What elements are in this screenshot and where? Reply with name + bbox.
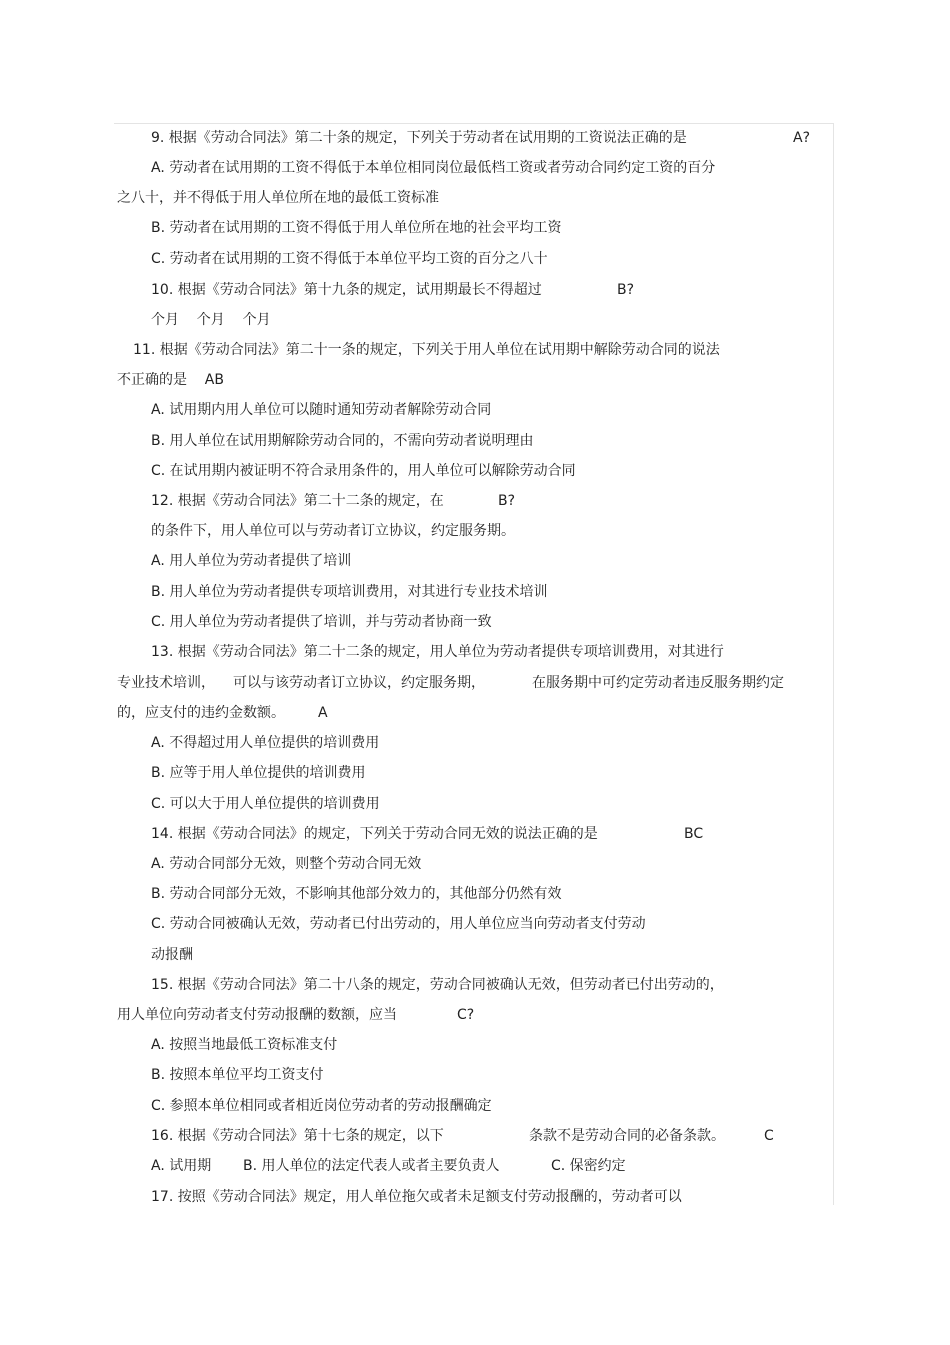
question-14-answer: BC (684, 826, 704, 842)
page-border-top (114, 123, 834, 124)
question-17-stem: 17. 按照《劳动合同法》规定，用人单位拖欠或者未足额支付劳动报酬的，劳动者可以 (151, 1189, 682, 1205)
question-15-answer: C? (457, 1007, 475, 1023)
question-12-answer: B? (498, 493, 516, 509)
question-14-stem: 14. 根据《劳动合同法》的规定，下列关于劳动合同无效的说法正确的是 (151, 826, 598, 842)
question-13-answer: A (318, 705, 328, 721)
question-12-stem-line1: 12. 根据《劳动合同法》第二十二条的规定，在 (151, 493, 444, 509)
question-11-stem-line1: 11. 根据《劳动合同法》第二十一条的规定，下列关于用人单位在试用期中解除劳动合同的说法 (133, 342, 720, 358)
question-13-stem-line2-part3: 在服务期中可约定劳动者违反服务期约定 (532, 675, 784, 691)
question-10-stem: 10. 根据《劳动合同法》第十九条的规定，试用期最长不得超过 (151, 282, 542, 298)
question-15-option-b: B. 按照本单位平均工资支付 (151, 1067, 324, 1083)
question-15-option-c: C. 参照本单位相同或者相近岗位劳动者的劳动报酬确定 (151, 1098, 492, 1114)
question-13-stem-line2-part1: 专业技术培训， (117, 675, 215, 691)
question-14-option-b: B. 劳动合同部分无效，不影响其他部分效力的，其他部分仍然有效 (151, 886, 562, 902)
question-15-stem-line2: 用人单位向劳动者支付劳动报酬的数额，应当 (117, 1007, 397, 1023)
question-13-option-b: B. 应等于用人单位提供的培训费用 (151, 765, 366, 781)
question-14-option-c-line2: 动报酬 (151, 947, 193, 963)
question-9-option-b: B. 劳动者在试用期的工资不得低于用人单位所在地的社会平均工资 (151, 220, 562, 236)
question-12-stem-line2: 的条件下，用人单位可以与劳动者订立协议，约定服务期。 (151, 523, 515, 539)
question-13-stem-line2-part2: 可以与该劳动者订立协议，约定服务期， (233, 675, 485, 691)
question-9-option-a-line1: A. 劳动者在试用期的工资不得低于本单位相同岗位最低档工资或者劳动合同约定工资的百分 (151, 160, 716, 176)
page-border-right (833, 123, 834, 1205)
question-10-answer: B? (617, 282, 635, 298)
question-16-stem-part2: 条款不是劳动合同的必备条款。 (529, 1128, 725, 1144)
question-11-option-b: B. 用人单位在试用期解除劳动合同的，不需向劳动者说明理由 (151, 433, 534, 449)
question-15-stem-line1: 15. 根据《劳动合同法》第二十八条的规定，劳动合同被确认无效，但劳动者已付出劳动的， (151, 977, 724, 993)
question-16-option-b: B. 用人单位的法定代表人或者主要负责人 (243, 1158, 500, 1174)
question-15-option-a: A. 按照当地最低工资标准支付 (151, 1037, 338, 1053)
question-9-answer: A? (793, 130, 811, 146)
question-11-stem-line2: 不正确的是 AB (117, 372, 224, 388)
question-9-option-c: C. 劳动者在试用期的工资不得低于本单位平均工资的百分之八十 (151, 251, 548, 267)
question-16-stem-part1: 16. 根据《劳动合同法》第十七条的规定，以下 (151, 1128, 444, 1144)
question-9-stem: 9. 根据《劳动合同法》第二十条的规定，下列关于劳动者在试用期的工资说法正确的是 (151, 130, 687, 146)
question-9-option-a-line2: 之八十，并不得低于用人单位所在地的最低工资标准 (117, 190, 439, 206)
question-13-option-a: A. 不得超过用人单位提供的培训费用 (151, 735, 380, 751)
question-13-stem-line3: 的，应支付的违约金数额。 (117, 705, 285, 721)
question-12-option-a: A. 用人单位为劳动者提供了培训 (151, 553, 352, 569)
question-12-option-c: C. 用人单位为劳动者提供了培训，并与劳动者协商一致 (151, 614, 492, 630)
question-14-option-a: A. 劳动合同部分无效，则整个劳动合同无效 (151, 856, 422, 872)
question-16-option-a: A. 试用期 (151, 1158, 212, 1174)
question-16-option-c: C. 保密约定 (551, 1158, 626, 1174)
question-11-option-a: A. 试用期内用人单位可以随时通知劳动者解除劳动合同 (151, 402, 492, 418)
question-16-answer: C (764, 1128, 774, 1144)
question-12-option-b: B. 用人单位为劳动者提供专项培训费用，对其进行专业技术培训 (151, 584, 548, 600)
question-11-option-c: C. 在试用期内被证明不符合录用条件的，用人单位可以解除劳动合同 (151, 463, 576, 479)
question-13-stem-line1: 13. 根据《劳动合同法》第二十二条的规定，用人单位为劳动者提供专项培训费用，对其进行 (151, 644, 724, 660)
question-10-options: 个月 个月 个月 (151, 312, 271, 328)
question-14-option-c-line1: C. 劳动合同被确认无效，劳动者已付出劳动的，用人单位应当向劳动者支付劳动 (151, 916, 646, 932)
question-13-option-c: C. 可以大于用人单位提供的培训费用 (151, 796, 380, 812)
